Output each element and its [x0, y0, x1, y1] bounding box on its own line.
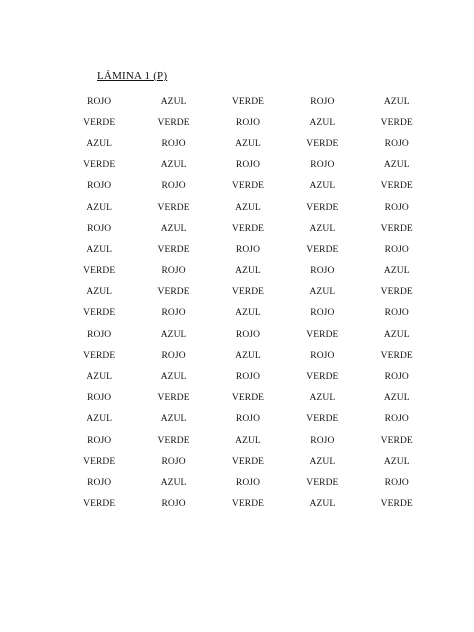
word-cell: VERDE [83, 456, 116, 467]
word-row [62, 155, 434, 176]
word-cell: VERDE [157, 202, 190, 213]
word-grid [62, 91, 434, 515]
word-cell: VERDE [306, 244, 339, 255]
word-cell: ROJO [310, 266, 335, 277]
word-cell: ROJO [161, 181, 186, 192]
word-row [62, 261, 434, 282]
word-cell: ROJO [384, 138, 409, 149]
word-cell: AZUL [309, 499, 336, 510]
word-row [62, 345, 434, 366]
word-cell: ROJO [87, 477, 112, 488]
word-row [62, 388, 434, 409]
sheet-title: LÁMINA 1 (P) [97, 70, 168, 82]
word-cell: AZUL [86, 138, 113, 149]
word-cell: AZUL [160, 160, 187, 171]
word-row [62, 197, 434, 218]
word-cell: ROJO [161, 499, 186, 510]
word-cell: ROJO [310, 435, 335, 446]
word-cell: AZUL [309, 393, 336, 404]
word-cell: VERDE [306, 138, 339, 149]
word-row [62, 218, 434, 239]
word-cell: ROJO [384, 414, 409, 425]
word-cell: VERDE [231, 393, 265, 404]
word-cell: VERDE [231, 181, 265, 192]
word-cell: AZUL [86, 202, 113, 213]
word-cell: VERDE [306, 414, 339, 425]
word-cell: VERDE [157, 287, 190, 298]
word-cell: VERDE [306, 329, 339, 340]
word-cell: ROJO [235, 372, 261, 383]
word-cell: VERDE [380, 117, 413, 128]
word-row [62, 91, 434, 112]
word-cell: AZUL [383, 266, 410, 277]
word-row [62, 133, 434, 154]
word-cell: ROJO [384, 372, 409, 383]
word-cell: VERDE [83, 308, 116, 319]
word-row [62, 409, 434, 430]
word-cell: VERDE [380, 350, 413, 361]
word-cell: VERDE [380, 287, 413, 298]
word-cell: ROJO [310, 308, 335, 319]
word-cell: AZUL [86, 244, 113, 255]
word-cell: AZUL [160, 329, 187, 340]
word-cell: AZUL [160, 223, 187, 234]
word-cell: ROJO [161, 308, 186, 319]
word-cell: VERDE [231, 223, 265, 234]
word-cell: AZUL [235, 266, 261, 277]
word-cell: VERDE [231, 96, 265, 107]
word-cell: AZUL [160, 477, 187, 488]
word-row [62, 366, 434, 387]
word-cell: AZUL [235, 435, 261, 446]
word-cell: AZUL [235, 350, 261, 361]
word-cell: VERDE [83, 499, 116, 510]
word-cell: VERDE [306, 372, 339, 383]
word-cell: ROJO [310, 160, 335, 171]
word-cell: AZUL [160, 414, 187, 425]
word-cell: VERDE [231, 499, 265, 510]
word-cell: VERDE [83, 160, 116, 171]
word-cell: ROJO [161, 266, 186, 277]
word-cell: VERDE [306, 202, 339, 213]
word-cell: AZUL [383, 456, 410, 467]
word-cell: ROJO [235, 160, 261, 171]
word-cell: AZUL [383, 329, 410, 340]
word-cell: AZUL [235, 308, 261, 319]
word-cell: ROJO [161, 138, 186, 149]
word-cell: AZUL [86, 287, 113, 298]
word-row [62, 282, 434, 303]
word-cell: AZUL [309, 223, 336, 234]
word-cell: ROJO [235, 477, 261, 488]
word-cell: ROJO [161, 456, 186, 467]
word-cell: VERDE [157, 393, 190, 404]
word-cell: ROJO [87, 181, 112, 192]
word-cell: AZUL [309, 181, 336, 192]
word-cell: ROJO [310, 96, 335, 107]
word-cell: AZUL [86, 372, 113, 383]
word-cell: ROJO [87, 96, 112, 107]
word-cell: AZUL [160, 96, 187, 107]
word-cell: VERDE [83, 350, 116, 361]
word-cell: AZUL [309, 456, 336, 467]
word-cell: VERDE [231, 456, 265, 467]
word-row [62, 324, 434, 345]
word-cell: ROJO [384, 202, 409, 213]
word-cell: ROJO [384, 308, 409, 319]
word-cell: VERDE [157, 244, 190, 255]
word-cell: ROJO [235, 414, 261, 425]
word-cell: AZUL [235, 202, 261, 213]
word-cell: ROJO [87, 329, 112, 340]
word-cell: AZUL [383, 160, 410, 171]
word-cell: VERDE [231, 287, 265, 298]
word-row [62, 494, 434, 515]
word-cell: ROJO [235, 244, 261, 255]
word-cell: ROJO [87, 393, 112, 404]
word-cell: ROJO [161, 350, 186, 361]
word-cell: AZUL [86, 414, 113, 425]
word-cell: ROJO [235, 117, 261, 128]
word-cell: AZUL [383, 393, 410, 404]
word-row [62, 303, 434, 324]
word-cell: VERDE [380, 499, 413, 510]
word-row [62, 472, 434, 493]
word-cell: AZUL [383, 96, 410, 107]
word-row [62, 451, 434, 472]
word-cell: AZUL [309, 287, 336, 298]
word-cell: ROJO [87, 435, 112, 446]
word-cell: VERDE [380, 223, 413, 234]
word-row [62, 176, 434, 197]
word-cell: VERDE [157, 117, 190, 128]
word-cell: VERDE [380, 181, 413, 192]
word-row [62, 112, 434, 133]
word-cell: ROJO [384, 244, 409, 255]
word-cell: VERDE [380, 435, 413, 446]
word-cell: ROJO [87, 223, 112, 234]
word-cell: VERDE [83, 117, 116, 128]
word-cell: ROJO [384, 477, 409, 488]
word-cell: ROJO [235, 329, 261, 340]
word-row [62, 239, 434, 260]
word-row [62, 430, 434, 451]
word-cell: AZUL [160, 372, 187, 383]
word-cell: AZUL [235, 138, 261, 149]
word-cell: AZUL [309, 117, 336, 128]
word-cell: VERDE [306, 477, 339, 488]
word-cell: VERDE [157, 435, 190, 446]
word-cell: VERDE [83, 266, 116, 277]
word-cell: ROJO [310, 350, 335, 361]
